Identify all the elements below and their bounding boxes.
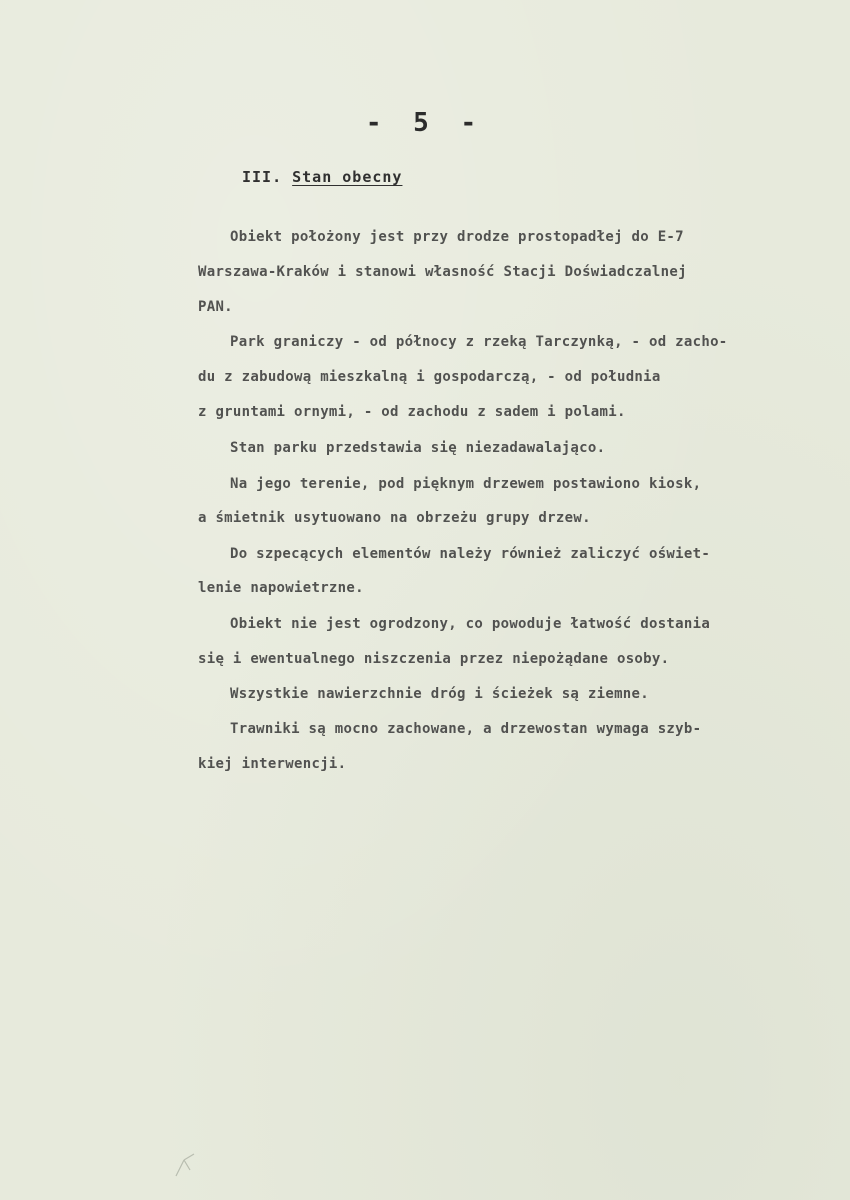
text-line: PAN. <box>198 299 233 315</box>
section-title: Stan obecny <box>292 168 403 186</box>
section-number: III. <box>242 168 283 186</box>
text-line: Do szpecących elementów należy również zaliczyć oświet- <box>230 546 711 562</box>
text-line: Trawniki są mocno zachowane, a drzewostan wymaga szyb- <box>230 721 702 737</box>
text-line: Na jego terenie, pod pięknym drzewem postawiono kiosk, <box>230 476 702 492</box>
text-line: Stan parku przedstawia się niezadawalająco. <box>230 440 606 456</box>
text-line: Obiekt położony jest przy drodze prostopadłej do E-7 <box>230 229 684 245</box>
text-line: z gruntami ornymi, - od zachodu z sadem i polami. <box>198 404 626 420</box>
text-line: Park graniczy - od północy z rzeką Tarczynką, - od zacho- <box>230 334 728 350</box>
text-line: się i ewentualnego niszczenia przez niepożądane osoby. <box>198 651 670 667</box>
text-line: Obiekt nie jest ogrodzony, co powoduje łatwość dostania <box>230 616 711 632</box>
text-line: Wszystkie nawierzchnie dróg i ścieżek są ziemne. <box>230 686 649 702</box>
text-line: Warszawa-Kraków i stanowi własność Stacji Doświadczalnej <box>198 264 687 280</box>
text-line: kiej interwencji. <box>198 756 347 772</box>
pencil-mark <box>172 1150 202 1180</box>
text-line: du z zabudową mieszkalną i gospodarczą, - od południa <box>198 369 661 385</box>
text-line: lenie napowietrzne. <box>198 580 364 596</box>
text-line: a śmietnik usytuowano na obrzeżu grupy drzew. <box>198 510 591 526</box>
page-number: - 5 - <box>365 108 485 138</box>
